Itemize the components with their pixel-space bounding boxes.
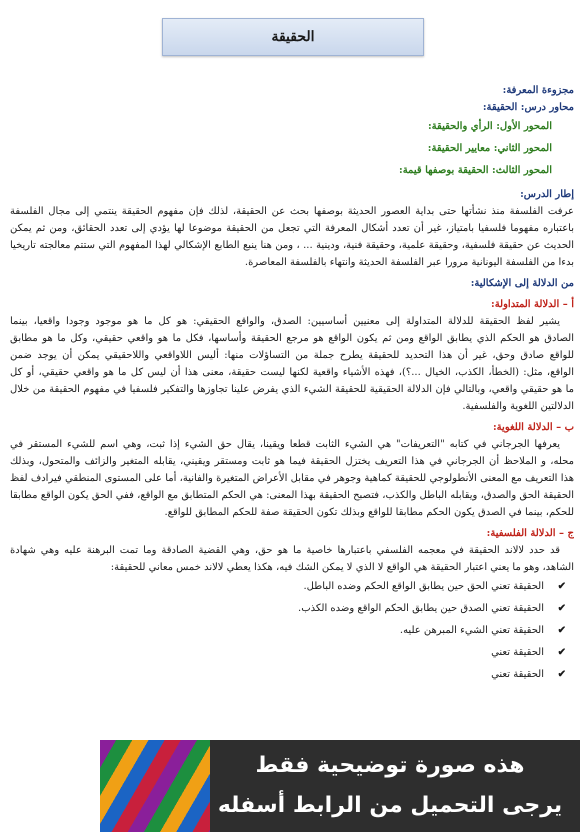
axis-2: المحور الثاني: معايير الحقيقة: — [427, 143, 552, 154]
list-item: ✔الحقيقة تعني الحق حين يطابق الواقع الحكم وضده الباطل. — [10, 576, 574, 598]
linguistic-meaning-line: هذا التعريف مع المعنى الأنطولوجي للحقيقة كماهية وجوهر في مقابل الأعراض المتغيرة والفانية، أما على المستوى المنطقي فيرادف لفظ — [10, 473, 574, 484]
checkmark-icon: ✔ — [557, 647, 566, 658]
lesson-frame-line: بدءا من الفلسفة اليونانية مرورا عبر الفلسفة الحديثة وانتهاء بالفلسفة المعاصرة. — [244, 257, 574, 268]
axis-1: المحور الأول: الرأي والحقيقة: — [427, 121, 552, 132]
page-title — [162, 18, 424, 56]
linguistic-meaning-line: للحكم، بينما في الصدق يكون الحكم مطابقا للواقع وبذلك تكون الحقيقة صفة للحكم المطابق للواقع. — [164, 507, 574, 518]
list-item: ✔الحقيقة تعني — [10, 642, 574, 664]
common-meaning-heading: أ – الدلالة المتداولة: — [491, 299, 574, 310]
common-meaning-line: ما هو حقيقي واقعي، وبالتالي فإن الدلالة الحقيقية للحقيقة الشيء الذي يفرض علينا تجاوزها والتفكير فلسفيا في مفهوم الحقيقة من خلال — [10, 384, 574, 395]
meaning-heading: من الدلالة إلى الإشكالية: — [470, 278, 574, 289]
common-meaning-line: الواقع، مثل: (الخطأ، الكذب، الخيال ...؟)، فهذه الأشياء واقعية لكنها ليست حقيقة، معنى هذا أن ليس كل ما هو واقعي حقيقي، أو كل — [10, 367, 574, 378]
document-body — [10, 82, 574, 686]
linguistic-meaning-line: الحقيقة الحق والصدق، ويقابله الباطل والكذب، فتصبح الحقيقة بهذا المعنى: هي الحكم المتطابق مع الواقع، ففي الحق يكون الواقع مطابقا — [10, 490, 574, 501]
common-meaning-line: الصادق هو الحكم الذي يطابق الواقع ومن ثم يكون الواقع هو مرجع الحقيقة وأساسها، فكل ما هو واقعي حقيقي، وكل ما هو مطابق — [10, 333, 574, 344]
books-logo-icon — [100, 740, 210, 832]
lesson-frame-line: باعتباره مفهوما فلسفيا بامتياز، غير أن تعدد أشكال المعرفة التي تجعل من الحقيقة موضوعا لها يؤدي إلى تعدد الحقائق، ومن ثم يمكن — [10, 223, 574, 234]
linguistic-meaning-line: يعرفها الجرجاني في كتابه "التعريفات" هي الشيء الثابت قطعا ويقينا، يقال حق الشيء إذا ثبت، وهي اسم للشيء المستقر في — [10, 439, 560, 450]
linguistic-meaning-line: محله، و الملاحظ أن الجرجاني في هذا التعريف يختزل الحقيقة فيما هو ثابت ومستقر ويقيني، يقابله المتغير والزائف والمتحول، وبذلك — [10, 456, 574, 467]
list-item: ✔الحقيقة تعني الشيء المبرهن عليه. — [10, 620, 574, 642]
lesson-frame-line: عرفت الفلسفة منذ نشأتها حتى بداية العصور الحديثة بوصفها بحث عن الحقيقة، لذلك فإن مفهوم الحقيقة ينتمي إلى مجال الفلسفة — [10, 206, 574, 217]
axes-heading: محاور درس: الحقيقة: — [482, 102, 574, 113]
preview-watermark-banner — [100, 740, 580, 832]
common-meaning-line: الدلالتين اللغوية والفلسفية. — [462, 401, 574, 412]
banner-text — [210, 746, 570, 826]
checkmark-icon: ✔ — [557, 625, 566, 636]
lalande-meanings-list — [10, 576, 574, 686]
list-item: ✔الحقيقة تعني — [10, 664, 574, 686]
philosophical-meaning-line: قد حدد لالاند الحقيقة في معجمه الفلسفي باعتبارها خاصية ما هو حق، وهي القضية الصادقة وما تمت البرهنة عليه وهي شهادة — [10, 545, 560, 556]
list-item: ✔الحقيقة تعني الصدق حين يطابق الحكم الواقع وضده الكذب. — [10, 598, 574, 620]
philosophical-meaning-line: الشاهد، وهو ما يعني اعتبار الحقيقة هي الواقع لا الذي لا يمكن الشك فيه، هكذا يعطي لالاند خمس معاني للحقيقة: — [110, 562, 574, 573]
lesson-frame-line: الحديث عن حقيقة فلسفية، وحقيقة علمية، وحقيقة فنية، ودينية ... ، ومن هنا ينبع الطابع الإشكالي لهذا المفهوم التي ستتم معالجته تاريخيا — [10, 240, 574, 251]
common-meaning-line: للواقع صادق وحق، غير أن هذا التحديد للحقيقة يطرح جملة من التساؤلات منها: أليس اللاواقعي واللاحقيقي يمكن أن يوجد ضمن — [10, 350, 574, 361]
philosophical-meaning-heading: ج – الدلالة الفلسفية: — [486, 528, 574, 539]
linguistic-meaning-heading: ب – الدلالة اللغوية: — [492, 422, 574, 433]
checkmark-icon: ✔ — [557, 669, 566, 680]
checkmark-icon: ✔ — [557, 581, 566, 592]
banner-line-preview: هذه صورة توضيحية فقط — [255, 753, 525, 778]
banner-line-download: يرجى التحميل من الرابط أسفله — [217, 793, 563, 818]
common-meaning-line: يشير لفظ الحقيقة للدلالة المتداولة إلى معنيين أساسيين: الصدق، والواقع الحقيقي: هو كل ما هو موجود وجودا واقعيا، بينما — [10, 316, 560, 327]
page-title-text: الحقيقة — [271, 29, 315, 45]
axis-3: المحور الثالث: الحقيقة بوصفها قيمة: — [399, 165, 552, 176]
checkmark-icon: ✔ — [557, 603, 566, 614]
lesson-frame-heading: إطار الدرس: — [520, 189, 574, 200]
module-heading: مجزوءة المعرفة: — [502, 85, 574, 96]
